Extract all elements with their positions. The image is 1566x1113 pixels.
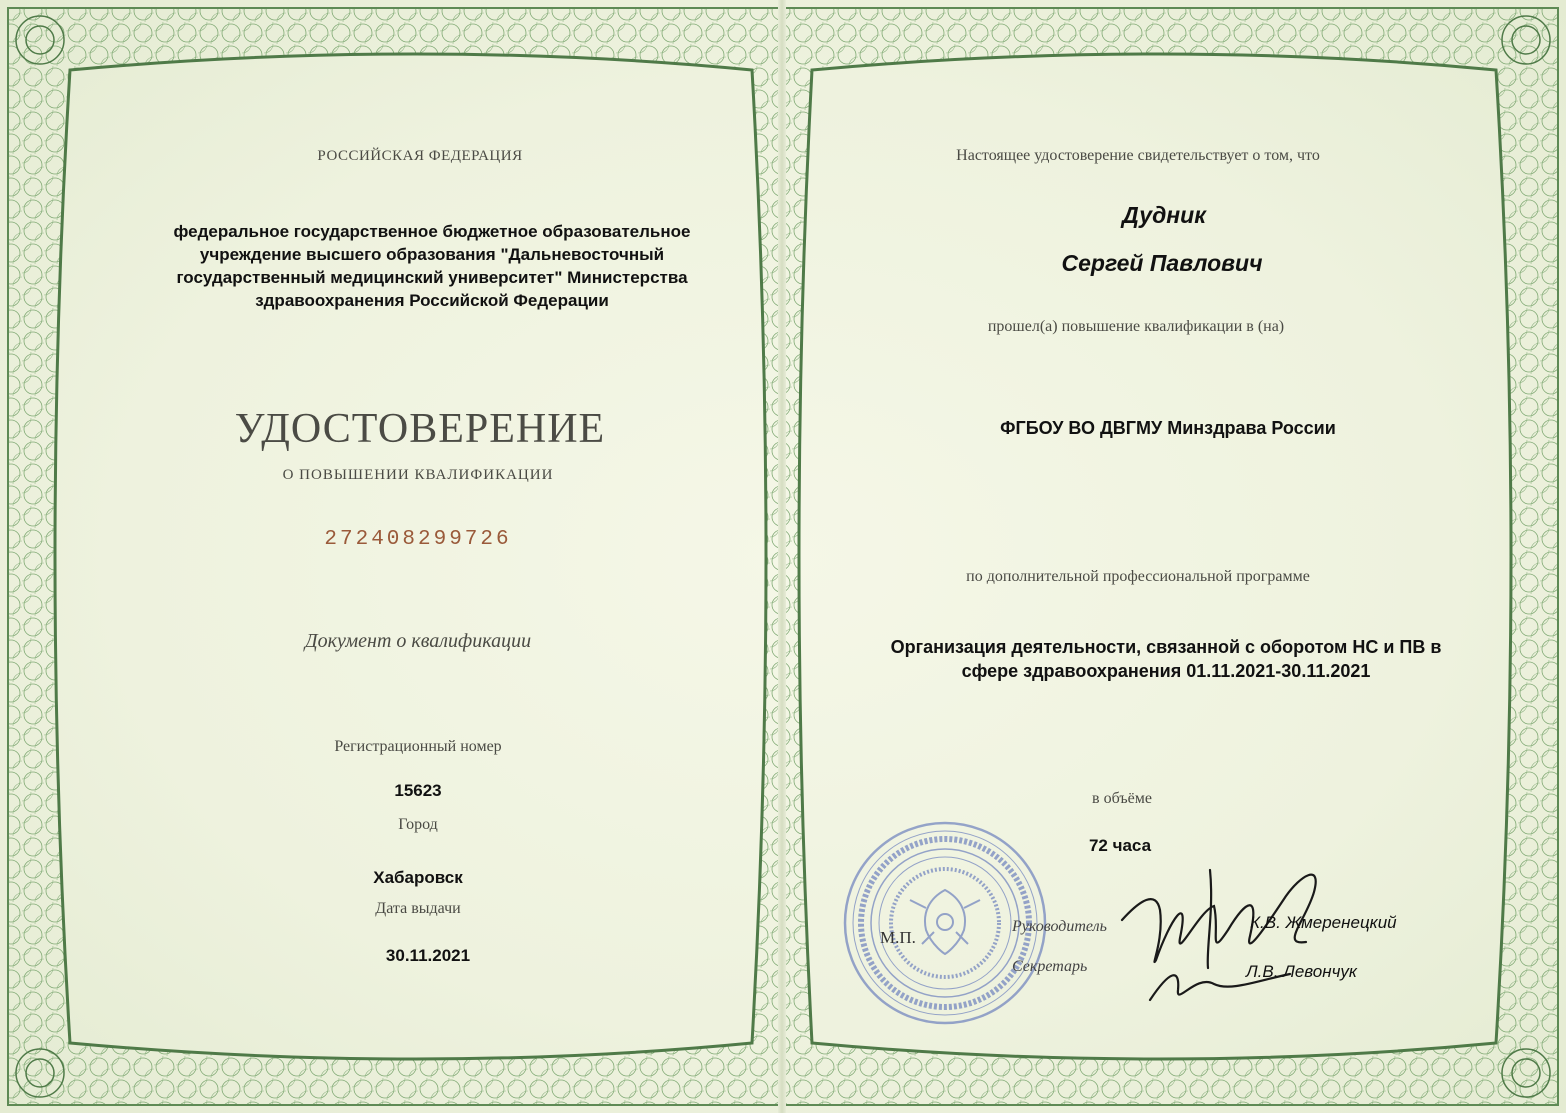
secretary-label: Секретарь: [1012, 958, 1088, 975]
issue-date: 30.11.2021: [385, 946, 471, 965]
secretary-name: Л.В. Левончук: [1246, 962, 1357, 981]
registration-number: 15623: [394, 781, 442, 800]
program-title: Организация деятельности, связанной с оборотом НС и ПВ в сфере здравоохранения 01.11.2021-30.11.2021: [890, 637, 1442, 681]
city-label: Город: [398, 816, 438, 833]
issue-date-label: Дата выдачи: [375, 900, 461, 917]
organization-name: федеральное государственное бюджетное образовательное учреждение высшего образования "Дальневосточный государственный медицинский университет" Министерства здравоохранения Российской Федерации: [173, 222, 691, 310]
country-heading: РОССИЙСКАЯ ФЕДЕРАЦИЯ: [317, 148, 523, 164]
registration-label: Регистрационный номер: [334, 738, 502, 755]
city-value: Хабаровск: [373, 868, 463, 887]
document-subtitle: О ПОВЫШЕНИИ КВАЛИФИКАЦИИ: [282, 467, 554, 483]
volume-label: в объёме: [1092, 790, 1152, 807]
stamp-place-label: М.П.: [880, 928, 916, 947]
serial-number: 272408299726: [324, 528, 512, 551]
passed-text: прошел(а) повышение квалификации в (на): [987, 318, 1285, 335]
program-label: по дополнительной профессиональной программе: [966, 568, 1310, 585]
head-name: К.В. Жмеренецкий: [1250, 913, 1397, 932]
document-type: Документ о квалификации: [304, 630, 532, 652]
institution-name: ФГБОУ ВО ДВГМУ Минздрава России: [1000, 418, 1336, 438]
holder-given-names: Сергей Павлович: [1061, 250, 1263, 276]
head-label: Руководитель: [1012, 918, 1107, 935]
certifies-text: Настоящее удостоверение свидетельствует о том, что: [956, 147, 1320, 164]
document-title: УДОСТОВЕРЕНИЕ: [234, 406, 606, 452]
volume-value: 72 часа: [1088, 836, 1152, 855]
left-page: [0, 0, 780, 1113]
holder-surname: Дудник: [1122, 202, 1206, 228]
